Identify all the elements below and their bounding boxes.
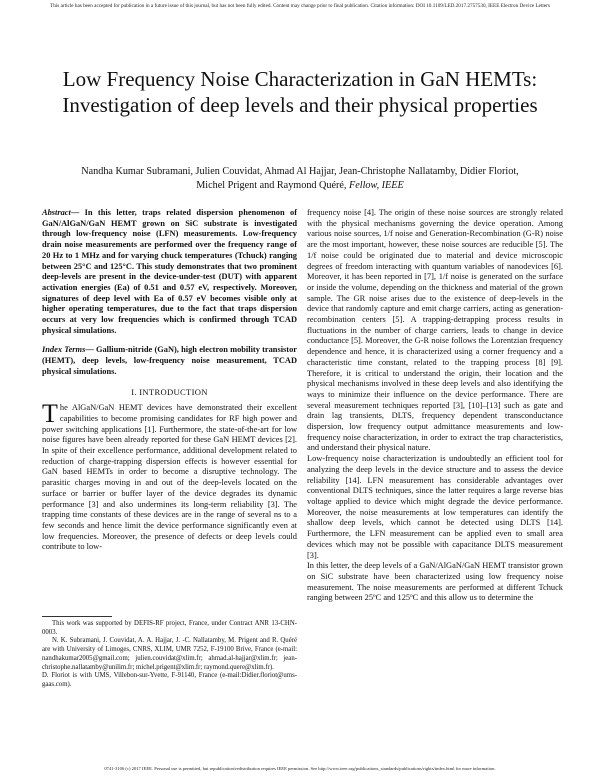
footnote-affiliation-limoges: N. K. Subramani, J. Couvidat, A. A. Hajjar, J. -C. Nallatamby, M. Prigent and R. Quéré are with University of Limoges, CNRS, XLIM, UMR 7252, F-19100 Brive, France (e-mail: nandhakumar2005@gmail.com; julien.couvidat@xlim.fr; ahmad.al-hajjar@xlim.fr; jean-christophe.nallatamby@unilim.fr; michel.prigent@xlim.fr; raymond.quere@xlim.fr).: [42, 637, 297, 671]
authors-names: Nandha Kumar Subramani, Julien Couvidat, Ahmad Al Hajjar, Jean-Christophe Nallatamby, Didier Floriot, Michel Prigent and Raymond Quéré,: [81, 166, 519, 191]
footnote-affiliation-ums: D. Floriot is with UMS, Villebon-sur-Yvette, F-91140, France (e-mail:Didier.floriot@ums-gaas.com).: [42, 672, 297, 688]
footnote-rule: [42, 616, 112, 617]
body-paragraph: In this letter, the deep levels of a GaN/AlGaN/GaN HEMT transistor grown on SiC substrate have been characterized using low frequency noise measurement. The noise measurements are performed at different Tchuck ranging between 25ºC and 125ºC and this allow us to determine the: [307, 561, 563, 603]
index-terms-text: — Gallium-nitride (GaN), high electron mobility transistor (HEMT), deep levels, low-frequency noise measurement, TCAD physical simulations.: [42, 345, 297, 376]
copyright-footer: 0741-3106 (c) 2017 IEEE. Personal use is permitted, but republication/redistribution requires IEEE permission. See http://www.ieee.org/publications_standards/publications/rights/index.html for more information.: [104, 766, 496, 771]
left-column: [42, 208, 297, 553]
abstract: [42, 208, 297, 336]
right-column: [307, 208, 563, 604]
authors-fellow: Fellow, IEEE: [349, 179, 404, 191]
footnotes: [42, 620, 297, 690]
abstract-text: — In this letter, traps related dispersion phenomenon of GaN/AlGaN/GaN HEMT grown on SiC substrate is investigated through low-frequency noise (LFN) measurements. Low-frequency drain noise measurements are performed over the frequency range of 20 Hz to 1 MHz and for varying chuck temperatures (Tchuck) ranging between 25°C and 125°C. This study demonstrates that two prominent deep-levels are present in the device-under-test (DUT) with apparent activation energies (Ea) of 0.51 and 0.57 eV, respectively. Moreover, signatures of deep level with Ea of 0.57 eV becomes visible only at higher operating temperatures, due to the fact that traps dispersion occurs at very low frequencies which is confirmed through TCAD physical simulations.: [42, 208, 297, 335]
index-terms-lead: Index Terms: [42, 345, 86, 355]
section-heading-introduction: I. INTRODUCTION: [131, 386, 208, 397]
body-paragraph: Low-frequency noise characterization is undoubtedly an efficient tool for analyzing the deep levels in the device structure and to assess the device reliability [14]. LFN measurement has considerable advantages over conventional DLTS techniques, since the latter requires a large reverse bias voltage applied to device which might degrade the device performance. Moreover, the noise measurements at low temperatures can identify the shallow deep levels, which cannot be detected using DLTS [14]. Furthermore, the LFN measurement can be applied even to small area devices which may not be possible with capacitance DLTS measurement [3].: [307, 454, 563, 560]
abstract-lead: Abstract: [42, 208, 71, 217]
footnote-funding: This work was supported by DEFIS-RF project, France, under Contract ANR 13-CHN-0003.: [42, 620, 297, 636]
paper-title: Low Frequency Noise Characterization in GaN HEMTs: Investigation of deep levels and their physical properties: [62, 67, 538, 117]
body-paragraph: frequency noise [4]. The origin of these noise sources are strongly related with the physical mechanisms governing the device operation. Among various noise sources, 1/f noise and Generation-Recombination (G-R) noise are the most important, however, these noise sources are reducible [5]. The 1/f noise could be originated due to material and device microscopic degrees of freedom interacting with quantum variables of nanodevices [6]. Moreover, it has been reported in [7], 1/f noise is generated on the surface or inside the volume, depending on the thickness and material of the grown sample. The GR noise arises due to the existence of deep-levels in the device that randomly capture and emit charge carriers, acting as generation-recombination centers [5]. A trapping-detrapping process results in fluctuations in the number of charge carriers, leads to change in device conductance [5]. Moreover, the G-R noise follows the Lorentzian frequency dependence and hence, it is characterized using a corner frequency and a characteristic time constant, related to the trapping process [8] [9]. Therefore, it is critical to understand the origin, their location and the physical mechanisms involved in these deep levels and also identifying the ways to minimize their influence on the device performance. There are several measurement techniques reported [3], [10]–[13] such as gate and drain lag transients, DLTS, frequency dependent transconductance dispersion, low frequency output admittance measurements and low-frequency noise characterization, in order to extract the trap characteristics, and understand their physical nature.: [307, 208, 563, 453]
introduction-paragraph: The AlGaN/GaN HEMT devices have demonstrated their excellent capabilities to become promising candidates for RF high power and power switching applications [1]. Furthermore, the state-of-the-art for low noise figures have been already reported for these GaN HEMT devices [2]. In spite of their excellence performance, additional development related to reduction of charge-trapping dispersion effects is however essential for GaN based HEMTs in order to become a disruptive technology. The parasitic charges moving in and out of the deep-levels located on the surface or barrier or buffer layer of the device degrades its dynamic performance [3] and also undermines its long-term reliability [3]. The trapping time constants of these devices are in the range of several ns to a few seconds and hence limit the device performance significantly even at low frequencies. Moreover, the presence of defects or deep levels could contribute to low-: [42, 399, 297, 552]
index-terms: [42, 345, 297, 377]
journal-header-note: This article has been accepted for publication in a future issue of this journal, but has not been fully edited. Content may change prior to final publication. Citation information: DOI 10.1109/LED.2017.2757530, IEEE Electron Device Letters: [50, 3, 550, 9]
author-list: [70, 165, 530, 192]
